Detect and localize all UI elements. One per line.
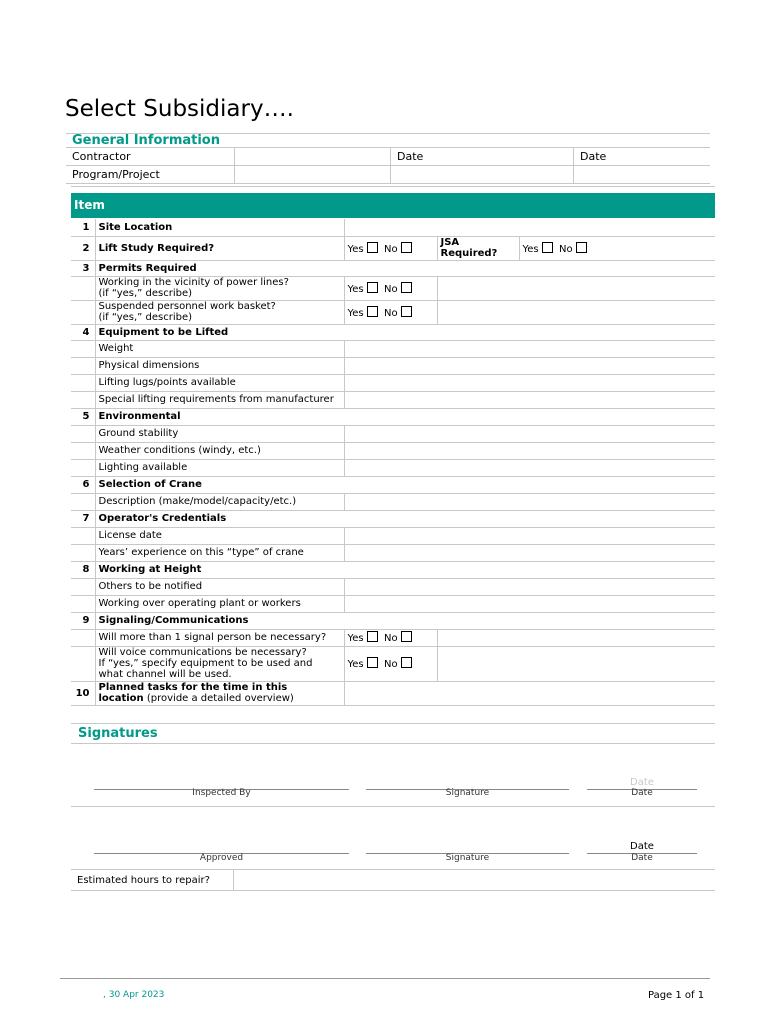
no-checkbox[interactable] xyxy=(401,282,412,293)
approved-caption: Approved xyxy=(199,853,244,863)
special-requirements-field[interactable] xyxy=(344,391,715,408)
blank-cell xyxy=(71,391,95,408)
describe-field[interactable] xyxy=(437,276,715,300)
weight-field[interactable] xyxy=(344,340,715,357)
sub-item-label: Lighting available xyxy=(95,459,344,476)
yes-no-group xyxy=(344,276,437,300)
weather-field[interactable] xyxy=(344,442,715,459)
item-label: Working at Height xyxy=(95,561,715,578)
program-label: Program/Project xyxy=(66,166,235,184)
jsa-yes-checkbox[interactable] xyxy=(542,242,553,253)
table-row xyxy=(71,561,715,578)
yes-checkbox[interactable] xyxy=(367,282,378,293)
item-label: Operator's Credentials xyxy=(95,510,715,527)
program-field[interactable] xyxy=(235,166,391,184)
yes-no-group xyxy=(344,236,437,260)
table-row xyxy=(71,595,715,612)
no-label: No xyxy=(384,283,398,295)
yes-label: Yes xyxy=(347,633,364,644)
no-checkbox[interactable] xyxy=(401,306,412,317)
no-label: No xyxy=(384,659,398,670)
item-label: Permits Required xyxy=(95,260,715,276)
crane-description-field[interactable] xyxy=(344,493,715,510)
table-row xyxy=(71,870,715,891)
sub-item-label: Weight xyxy=(95,340,344,357)
item-number: 6 xyxy=(71,476,95,493)
table-row xyxy=(71,408,715,425)
working-over-plant-field[interactable] xyxy=(344,595,715,612)
experience-field[interactable] xyxy=(344,544,715,561)
sub-item-label: Physical dimensions xyxy=(95,357,344,374)
yes-label: Yes xyxy=(522,243,539,255)
date-placeholder: Date xyxy=(630,777,654,788)
blank-cell xyxy=(71,544,95,561)
item-number: 2 xyxy=(71,236,95,260)
blank-cell xyxy=(71,300,95,324)
blank-cell xyxy=(71,578,95,595)
general-information-heading: General Information xyxy=(72,133,220,148)
table-row xyxy=(71,276,715,300)
yes-no-group xyxy=(344,646,437,681)
no-label: No xyxy=(384,307,398,319)
divider xyxy=(71,186,715,187)
sub-item-label: License date xyxy=(95,527,344,544)
item-number: 1 xyxy=(71,219,95,236)
sub-item-label: Will voice communications be necessary? If “yes,” specify equipment to be used and what channel will be used. xyxy=(95,646,344,681)
blank-cell xyxy=(71,527,95,544)
program-field-3[interactable] xyxy=(574,166,711,184)
item-number: 9 xyxy=(71,612,95,629)
sub-item-label: Suspended personnel work basket? (if “yes,” describe) xyxy=(95,300,344,324)
blank-cell xyxy=(71,646,95,681)
date-caption: Date xyxy=(631,788,653,798)
footer-divider xyxy=(60,978,710,979)
blank-cell xyxy=(71,357,95,374)
table-row xyxy=(71,300,715,324)
table-row xyxy=(71,527,715,544)
table-row xyxy=(71,493,715,510)
contractor-label: Contractor xyxy=(66,148,235,166)
table-row xyxy=(71,681,715,705)
signatures-heading: Signatures xyxy=(78,726,158,741)
planned-tasks-field[interactable] xyxy=(344,681,715,705)
inspected-by-caption: Inspected By xyxy=(192,788,251,798)
table-row xyxy=(71,544,715,561)
item-number: 5 xyxy=(71,408,95,425)
no-checkbox[interactable] xyxy=(401,631,412,642)
license-date-field[interactable] xyxy=(344,527,715,544)
yes-checkbox[interactable] xyxy=(367,306,378,317)
divider xyxy=(71,806,715,807)
sub-item-label: Will more than 1 signal person be necessary? xyxy=(95,629,344,646)
no-label: No xyxy=(559,243,573,255)
others-notified-field[interactable] xyxy=(344,578,715,595)
item-header: Item xyxy=(71,193,715,218)
no-label: No xyxy=(384,243,398,255)
item-number: 8 xyxy=(71,561,95,578)
yes-no-group xyxy=(344,629,437,646)
item-label: Planned tasks for the time in this location (provide a detailed overview) xyxy=(95,681,344,705)
blank-cell xyxy=(71,629,95,646)
no-label: No xyxy=(384,633,398,644)
date-label: Date xyxy=(574,148,711,166)
page-title: Select Subsidiary…. xyxy=(65,96,294,122)
yes-no-group xyxy=(344,300,437,324)
item-label: Equipment to be Lifted xyxy=(95,324,715,340)
general-information-table xyxy=(66,147,710,184)
yes-label: Yes xyxy=(347,307,364,319)
table-row xyxy=(71,459,715,476)
estimated-hours-label: Estimated hours to repair? xyxy=(71,870,234,891)
item-label: Lift Study Required? xyxy=(95,236,344,260)
sub-item-label: Ground stability xyxy=(95,425,344,442)
jsa-yes-no-group xyxy=(519,236,715,260)
sub-item-label: Years’ experience on this “type” of crane xyxy=(95,544,344,561)
sub-item-label: Special lifting requirements from manufacturer xyxy=(95,391,344,408)
blank-cell xyxy=(71,276,95,300)
jsa-required-label: JSA Required? xyxy=(437,236,519,260)
no-checkbox[interactable] xyxy=(401,657,412,668)
sub-item-label: Others to be notified xyxy=(95,578,344,595)
sub-item-label: Weather conditions (windy, etc.) xyxy=(95,442,344,459)
yes-checkbox[interactable] xyxy=(367,242,378,253)
yes-label: Yes xyxy=(347,283,364,295)
blank-cell xyxy=(71,442,95,459)
estimated-hours-table xyxy=(71,869,715,891)
table-row xyxy=(71,219,715,236)
ground-stability-field[interactable] xyxy=(344,425,715,442)
item-label: Signaling/Communications xyxy=(95,612,715,629)
table-row xyxy=(71,391,715,408)
program-field-2[interactable] xyxy=(391,166,574,184)
yes-label: Yes xyxy=(347,243,364,255)
yes-checkbox[interactable] xyxy=(367,657,378,668)
item-label: Environmental xyxy=(95,408,715,425)
sub-item-label: Working in the vicinity of power lines? (if “yes,” describe) xyxy=(95,276,344,300)
table-row xyxy=(71,476,715,493)
table-row xyxy=(71,357,715,374)
signal-person-field[interactable] xyxy=(437,629,715,646)
table-row xyxy=(71,578,715,595)
table-row xyxy=(71,260,715,276)
item-table xyxy=(71,219,715,706)
divider xyxy=(71,743,715,744)
table-row xyxy=(71,646,715,681)
table-row xyxy=(71,324,715,340)
item-number: 10 xyxy=(71,681,95,705)
yes-label: Yes xyxy=(347,659,364,670)
blank-cell xyxy=(71,595,95,612)
contractor-field[interactable] xyxy=(235,148,391,166)
table-row xyxy=(71,612,715,629)
date-label: Date xyxy=(391,148,574,166)
signature-caption: Signature xyxy=(445,853,490,863)
table-row xyxy=(71,236,715,260)
blank-cell xyxy=(71,340,95,357)
blank-cell xyxy=(71,374,95,391)
divider xyxy=(71,723,715,724)
blank-cell xyxy=(71,459,95,476)
lighting-field[interactable] xyxy=(344,459,715,476)
item-number: 3 xyxy=(71,260,95,276)
item-number: 7 xyxy=(71,510,95,527)
date-caption: Date xyxy=(631,853,653,863)
table-row xyxy=(71,425,715,442)
table-row xyxy=(71,340,715,357)
voice-communications-field[interactable] xyxy=(437,646,715,681)
describe-field[interactable] xyxy=(437,300,715,324)
table-row xyxy=(71,510,715,527)
estimated-hours-field[interactable] xyxy=(234,870,716,891)
lifting-lugs-field[interactable] xyxy=(344,374,715,391)
jsa-no-checkbox[interactable] xyxy=(576,242,587,253)
table-row xyxy=(71,629,715,646)
item-label: Site Location xyxy=(95,219,344,236)
blank-cell xyxy=(71,425,95,442)
sub-item-label: Working over operating plant or workers xyxy=(95,595,344,612)
item-number: 4 xyxy=(71,324,95,340)
table-row xyxy=(66,166,710,184)
site-location-field[interactable] xyxy=(344,219,715,236)
no-checkbox[interactable] xyxy=(401,242,412,253)
signature-caption: Signature xyxy=(445,788,490,798)
item-label: Selection of Crane xyxy=(95,476,715,493)
table-row xyxy=(71,442,715,459)
yes-checkbox[interactable] xyxy=(367,631,378,642)
dimensions-field[interactable] xyxy=(344,357,715,374)
table-row xyxy=(66,148,710,166)
sub-item-label: Description (make/model/capacity/etc.) xyxy=(95,493,344,510)
footer-date: , 30 Apr 2023 xyxy=(103,990,165,1000)
date-value: Date xyxy=(630,841,654,852)
table-row xyxy=(71,374,715,391)
page-number: Page 1 of 1 xyxy=(648,990,705,1001)
blank-cell xyxy=(71,493,95,510)
sub-item-label: Lifting lugs/points available xyxy=(95,374,344,391)
